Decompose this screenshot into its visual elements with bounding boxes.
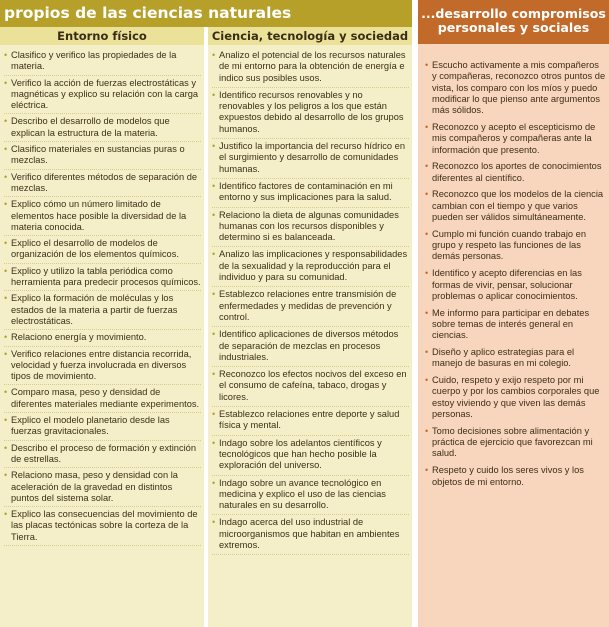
bullet-icon: • <box>212 209 216 220</box>
bullet-icon: • <box>4 332 8 343</box>
bullet-icon: • <box>4 144 8 155</box>
list-item: • Clasifico y verifico las propiedades de la materia. <box>4 48 201 76</box>
list-item: • Analizo las implicaciones y responsabilidades de la sexualidad y la reproducción para el individuo y para su comunidad. <box>212 247 409 287</box>
list-item: • Explico la formación de moléculas y los estados de la materia a partir de fuerzas electrostáticas. <box>4 291 201 330</box>
compromisos-column <box>418 44 609 627</box>
section-title-banner <box>0 0 412 27</box>
bullet-icon: • <box>425 228 429 239</box>
bullet-icon: • <box>425 307 429 318</box>
bullet-icon: • <box>425 121 429 132</box>
list-item: • Verifico relaciones entre distancia recorrida, velocidad y fuerza involucrada en diversos tipos de movimiento. <box>4 347 201 386</box>
ciencia-tecnologia-column <box>208 27 412 627</box>
bullet-icon: • <box>4 348 8 359</box>
list-item: • Verifico la acción de fuerzas electrostáticas y magnéticas y explico su relación con la carga eléctrica. <box>4 76 201 115</box>
bullet-icon: • <box>4 238 8 249</box>
list-item: • Clasifico materiales en sustancias puras o mezclas. <box>4 142 201 170</box>
list-item: • Relaciono masa, peso y densidad con la aceleración de la gravedad en distintos puntos del sistema solar. <box>4 468 201 507</box>
entorno-fisico-list <box>0 45 204 546</box>
bullet-icon: • <box>212 89 216 100</box>
bullet-icon: • <box>425 189 429 200</box>
bullet-icon: • <box>4 387 8 398</box>
list-item: • Respeto y cuido los seres vivos y los objetos de mi entorno. <box>425 465 584 487</box>
commitments-title-line1: ...desarrollo compromisos <box>421 6 606 21</box>
list-item: • Reconozco los aportes de conocimientos diferentes al científico. <box>425 161 602 183</box>
list-item: • Diseño y aplico estrategias para el manejo de basuras en mi colegio. <box>425 347 575 369</box>
list-item: • Explico el modelo planetario desde las fuerzas gravitacionales. <box>4 413 201 441</box>
bullet-icon: • <box>212 289 216 300</box>
list-item: • Describo el desarrollo de modelos que explican la estructura de la materia. <box>4 114 201 142</box>
bullet-icon: • <box>4 116 8 127</box>
list-item: • Explico las consecuencias del movimiento de las placas tectónicas sobre la corteza de la Tierra. <box>4 507 201 546</box>
bullet-icon: • <box>4 171 8 182</box>
bullet-icon: • <box>4 509 8 520</box>
list-item: • Escucho activamente a mis compañeros y compañeras, reconozco otros puntos de vista, los comparo con los míos y puedo modificar lo que pienso ante argumentos más sólidos. <box>425 60 606 116</box>
list-item: • Tomo decisiones sobre alimentación y práctica de ejercicio que favorezcan mi salud. <box>425 425 593 459</box>
list-item: • Explico cómo un número limitado de elementos hace posible la diversidad de la materia conocida. <box>4 197 201 236</box>
bullet-icon: • <box>4 415 8 426</box>
bullet-icon: • <box>4 470 8 481</box>
bullet-icon: • <box>4 199 8 210</box>
list-item: • Indago acerca del uso industrial de microorganismos que habitan en ambientes extremos. <box>212 515 409 555</box>
bullet-icon: • <box>4 50 8 60</box>
list-item: • Identifico aplicaciones de diversos métodos de separación de mezclas en procesos industriales. <box>212 327 409 367</box>
list-item: • Describo el proceso de formación y extinción de estrellas. <box>4 441 201 469</box>
ciencia-tecnologia-heading: Ciencia, tecnología y sociedad <box>208 27 412 45</box>
list-item: • Me informo para participar en debates sobre temas de interés general en ciencias. <box>425 307 590 341</box>
bullet-icon: • <box>425 161 429 172</box>
list-item: • Reconozco y acepto el escepticismo de mis compañeros y compañeras ante la información que presento. <box>425 121 596 155</box>
list-item: • Reconozco que los modelos de la ciencia cambian con el tiempo y que varios pueden ser válidos simultáneamente. <box>425 189 604 223</box>
list-item: • Analizo el potencial de los recursos naturales de mi entorno para la obtención de energía e indico sus posibles usos. <box>212 48 409 88</box>
bullet-icon: • <box>4 265 8 276</box>
list-item: • Verifico diferentes métodos de separación de mezclas. <box>4 170 201 198</box>
entorno-fisico-heading: Entorno físico <box>0 27 204 45</box>
list-item: • Justifico la importancia del recurso hídrico en el surgimiento y desarrollo de comunidades humanas. <box>212 139 409 179</box>
ciencia-tecnologia-list <box>208 45 412 555</box>
bullet-icon: • <box>212 329 216 340</box>
list-item: • Comparo masa, peso y densidad de diferentes materiales mediante experimentos. <box>4 385 201 413</box>
list-item: • Cuido, respeto y exijo respeto por mi cuerpo y por los cambios corporales que estoy viviendo y que viven las demás personas. <box>425 375 600 420</box>
bullet-icon: • <box>425 347 429 358</box>
bullet-icon: • <box>425 375 429 386</box>
list-item: • Identifico y acepto diferencias en las formas de vivir, pensar, solucionar problemas o aplicar conocimientos. <box>425 268 582 301</box>
list-item: • Relaciono energía y movimiento. <box>4 330 201 346</box>
bullet-icon: • <box>4 293 8 304</box>
bullet-icon: • <box>212 369 216 380</box>
list-item: • Relaciono la dieta de algunas comunidades humanas con los recursos disponibles y determino si es balanceada. <box>212 208 409 248</box>
bullet-icon: • <box>4 77 8 88</box>
bullet-icon: • <box>212 409 216 420</box>
bullet-icon: • <box>425 465 429 476</box>
list-item: • Indago sobre un avance tecnológico en medicina y explico el uso de las ciencias naturales en su desarrollo. <box>212 476 409 516</box>
commitments-title-banner <box>418 0 609 44</box>
entorno-fisico-column <box>0 27 204 627</box>
bullet-icon: • <box>4 442 8 453</box>
list-item: • Establezco relaciones entre deporte y salud física y mental. <box>212 407 409 436</box>
bullet-icon: • <box>212 477 216 488</box>
bullet-icon: • <box>425 425 429 436</box>
bullet-icon: • <box>212 517 216 528</box>
list-item: • Cumplo mi función cuando trabajo en grupo y respeto las funciones de las demás personas. <box>425 228 587 262</box>
bullet-icon: • <box>425 268 429 279</box>
list-item: • Identifico factores de contaminación en mi entorno y sus implicaciones para la salud. <box>212 179 409 208</box>
bullet-icon: • <box>212 141 216 152</box>
list-item: • Establezco relaciones entre transmisión de enfermedades y medidas de prevención y control. <box>212 287 409 327</box>
bullet-icon: • <box>212 249 216 260</box>
list-item: • Reconozco los efectos nocivos del exceso en el consumo de cafeína, tabaco, drogas y licores. <box>212 367 409 407</box>
bullet-icon: • <box>212 180 216 191</box>
section-title: propios de las ciencias naturales <box>4 4 292 22</box>
list-item: • Explico el desarrollo de modelos de organización de los elementos químicos. <box>4 236 201 264</box>
list-item: • Explico y utilizo la tabla periódica como herramienta para predecir procesos químicos. <box>4 264 201 292</box>
bullet-icon: • <box>212 437 216 448</box>
list-item: • Identifico recursos renovables y no renovables y los peligros a los que están expuestos debido al desarrollo de los grupos humanos. <box>212 88 409 139</box>
compromisos-list <box>418 44 609 493</box>
commitments-title-line2: personales y sociales <box>437 20 590 35</box>
bullet-icon: • <box>212 50 216 60</box>
list-item: • Indago sobre los adelantos científicos y tecnológicos que han hecho posible la exploración del universo. <box>212 436 409 476</box>
bullet-icon: • <box>425 60 429 70</box>
